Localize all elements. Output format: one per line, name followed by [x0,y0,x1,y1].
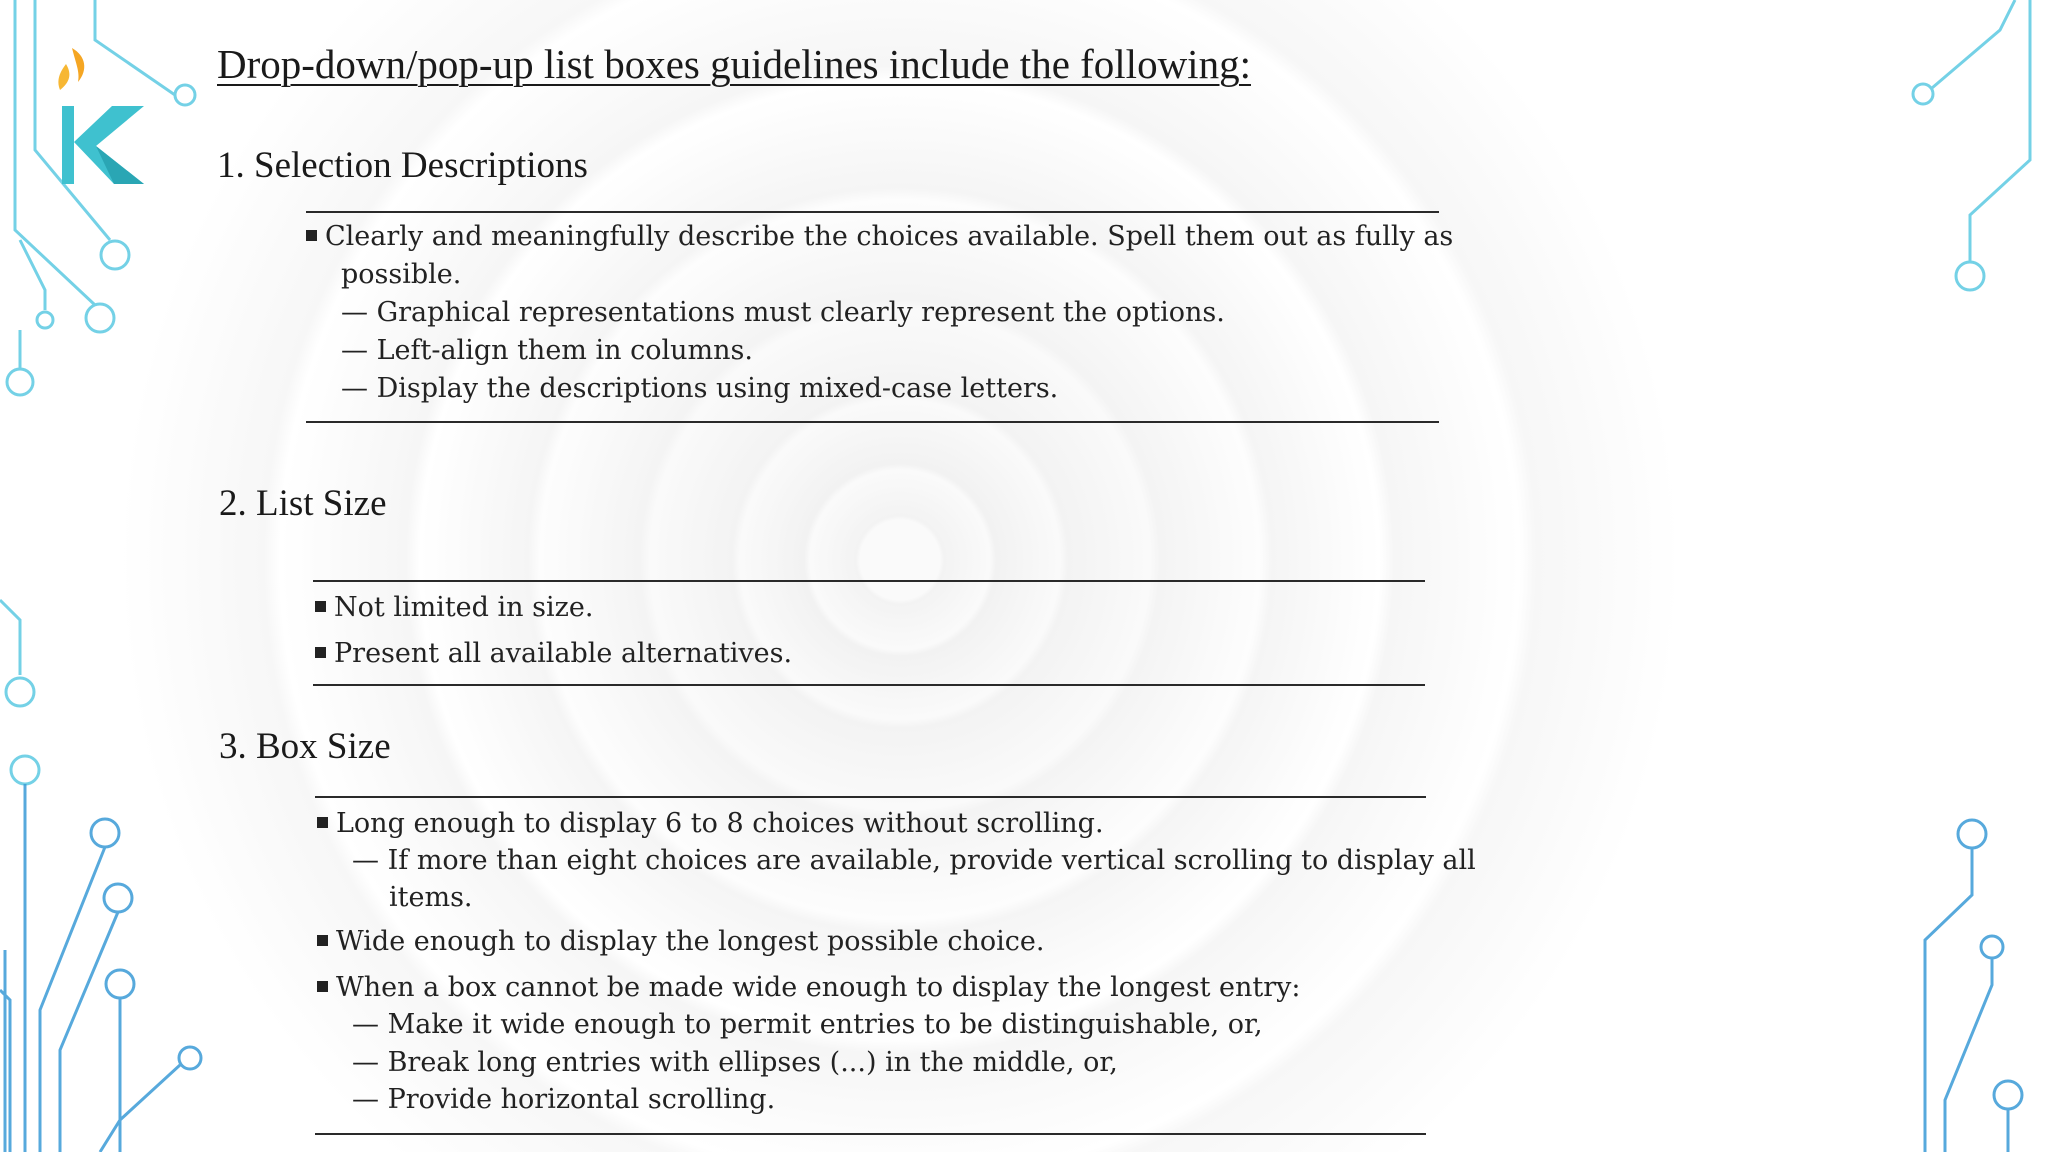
k-flame-logo-icon [52,44,152,189]
sub-list-item: — Graphical representations must clearly represent the options. [341,297,1225,328]
list-item: Wide enough to display the longest possible choice. [317,926,1044,957]
list-item: Clearly and meaningfully describe the choices available. Spell them out as fully as [306,221,1453,252]
section-heading-selection-descriptions: 1. Selection Descriptions [217,145,588,186]
list-item: When a box cannot be made wide enough to display the longest entry: [317,972,1300,1003]
sub-list-item: — Left-align them in columns. [341,335,753,366]
sub-list-item: — Display the descriptions using mixed-case letters. [341,373,1059,404]
list-size-panel [313,580,1425,686]
sub-list-item: — Make it wide enough to permit entries to be distinguishable, or, [352,1009,1263,1040]
section-heading-box-size: 3. Box Size [219,726,391,767]
selection-descriptions-panel [306,211,1454,423]
sub-list-item: — Break long entries with ellipses (...) in the middle, or, [352,1047,1118,1078]
list-item-continuation: possible. [341,259,462,290]
section-heading-list-size: 2. List Size [219,483,387,524]
sub-list-item-continuation: items. [389,882,473,913]
sub-list-item: — If more than eight choices are available, provide vertical scrolling to display all [352,845,1476,876]
slide-title: Drop-down/pop-up list boxes guidelines include the following: [217,41,1251,87]
box-size-panel [315,796,1476,1135]
list-item: Not limited in size. [315,592,593,623]
sub-list-item: — Provide horizontal scrolling. [352,1084,776,1115]
list-item: Present all available alternatives. [315,638,792,669]
list-item: Long enough to display 6 to 8 choices without scrolling. [317,808,1104,839]
